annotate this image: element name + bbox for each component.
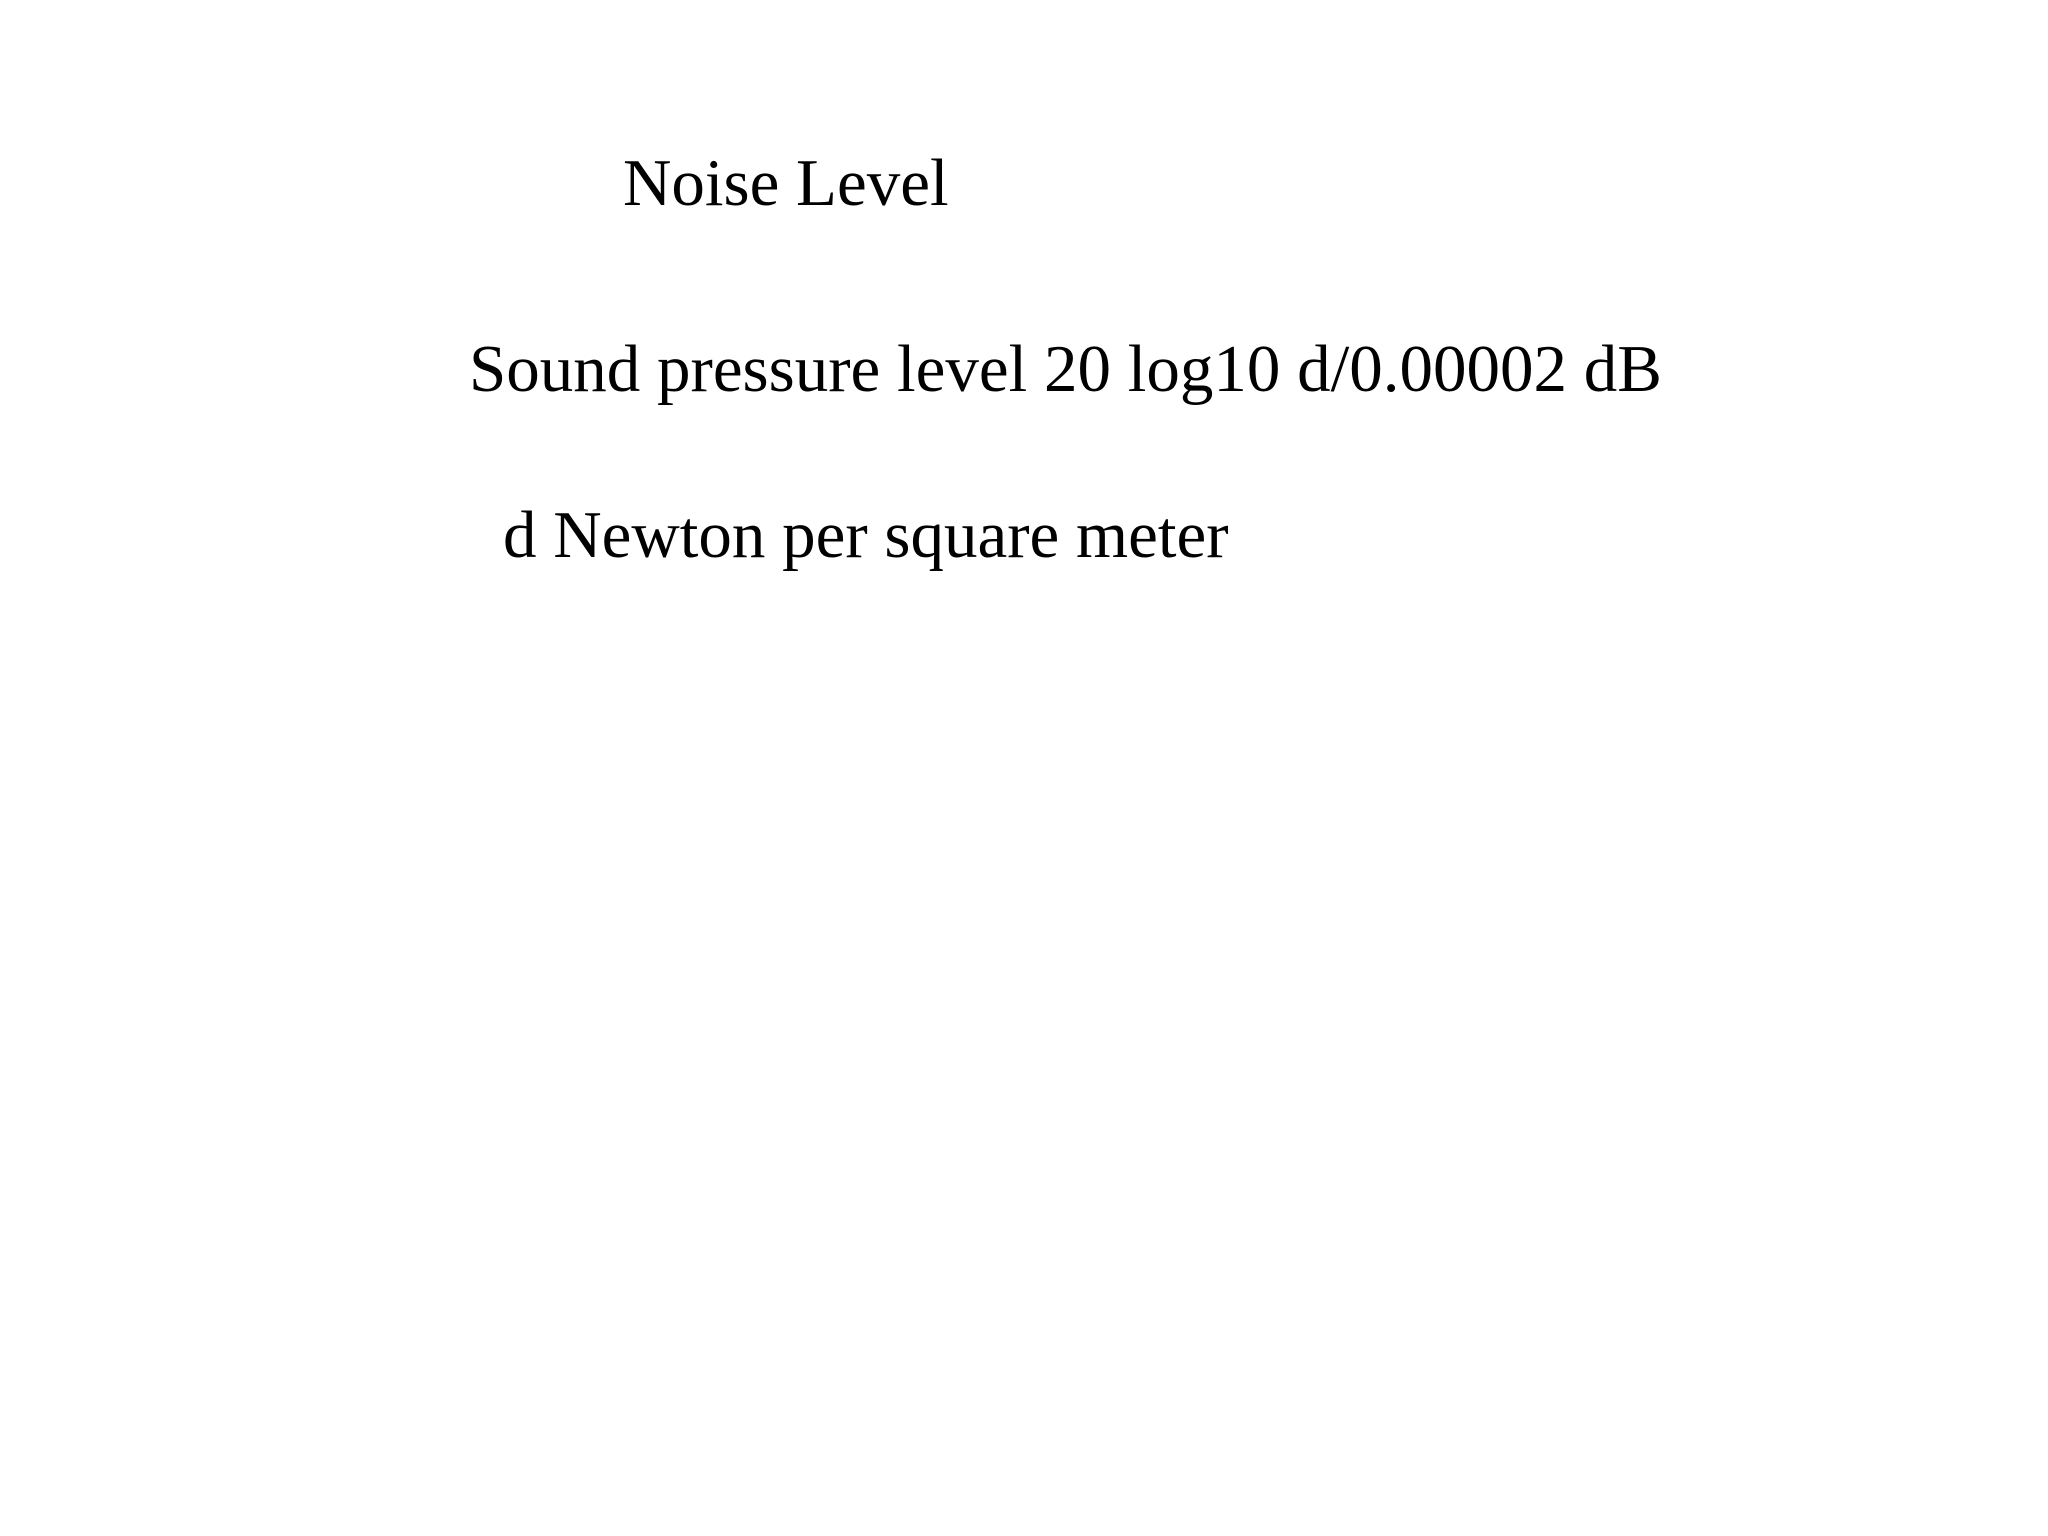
sound-pressure-formula: Sound pressure level 20 log10 d/0.00002 dB xyxy=(469,332,1662,406)
variable-definition: d Newton per square meter xyxy=(503,498,1229,572)
slide-title: Noise Level xyxy=(623,146,949,220)
